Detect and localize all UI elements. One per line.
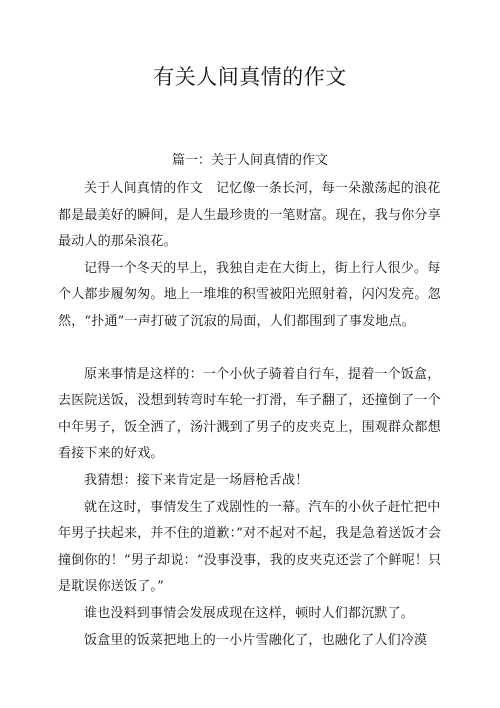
paragraph: 记得一个冬天的早上，我独自走在大街上，街上行人很少。每个人都步履匆匆。地上一堆堆的积雪被阳光照射着，闪闪发亮。忽然，“扑通”一声打破了沉寂的局面，人们都围到了事发地点。 xyxy=(58,260,441,329)
paragraph: 关于人间真情的作文 记忆像一条长河，每一朵激荡起的浪花都是最美好的瞬间，是人生最珍贵的一笔财富。现在，我与你分享最动人的那朵浪花。 xyxy=(58,181,441,250)
paragraph: 原来事情是这样的：一个小伙子骑着自行车，提着一个饭盒，去医院送饭，没想到转弯时车轮一打滑，车子翻了，还撞倒了一个中年男子，饭全洒了，汤汁溅到了男子的皮夹克上，围观群众都想看接下来的好戏。 xyxy=(58,366,441,462)
paragraph: 谁也没料到事情会发展成现在这样，顿时人们都沉默了。 xyxy=(84,605,415,621)
document-body xyxy=(58,176,452,654)
document-title: 有关人间真情的作文 xyxy=(153,65,347,89)
section-title: 篇一：关于人间真情的作文 xyxy=(171,153,328,168)
paragraph: 就在这时，事情发生了戏剧性的一幕。汽车的小伙子赶忙把中年男子扶起来，并不住的道歉：”对不起对不起，我是急着送饭才会撞倒你的！”男子却说：“没事没事，我的皮夹克还尝了个鲜呢！只是耽误你送饭了。” xyxy=(58,499,442,595)
paragraph: 饭盒里的饭菜把地上的一小片雪融化了，也融化了人们冷漠 xyxy=(84,632,428,648)
paragraph: 我猜想：接下来肯定是一场唇枪舌战！ xyxy=(84,472,309,488)
